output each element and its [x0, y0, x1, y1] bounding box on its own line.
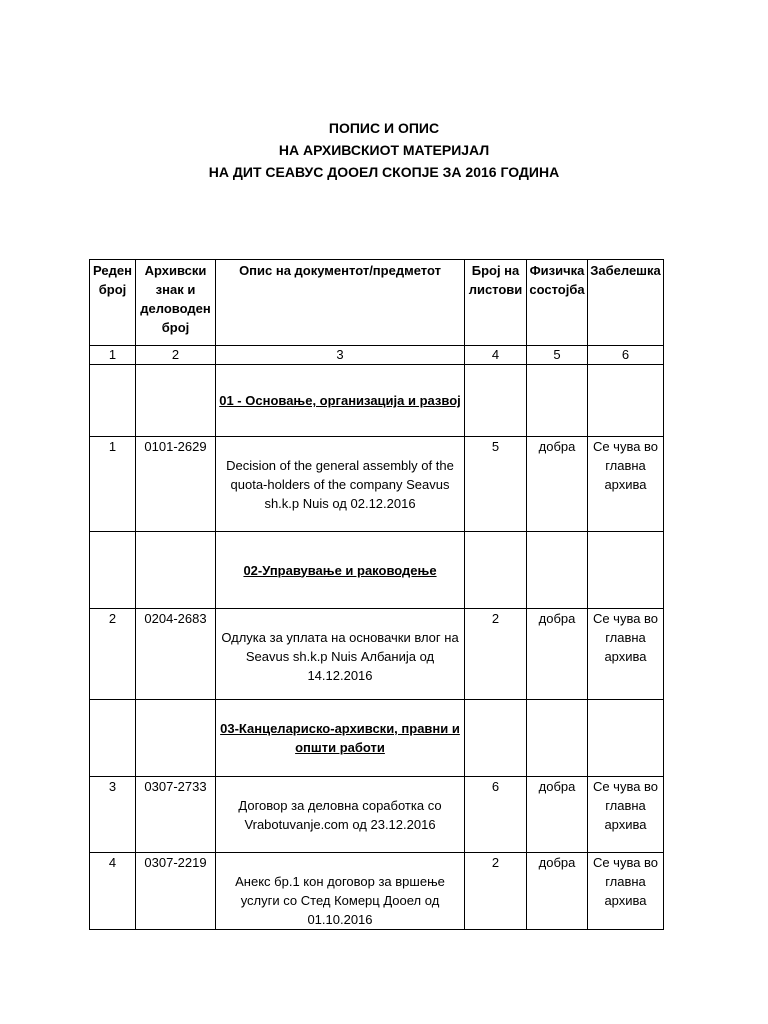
document-description: Договор за деловна соработка со Vrabotuvanje.com од 23.12.2016 [216, 777, 465, 853]
sheet-count: 2 [465, 853, 527, 930]
empty-cell [588, 532, 664, 609]
sheet-count: 5 [465, 437, 527, 532]
column-number: 5 [527, 346, 588, 365]
note: Се чува во главна архива [588, 853, 664, 930]
empty-cell [527, 532, 588, 609]
column-number: 3 [216, 346, 465, 365]
empty-cell [527, 700, 588, 777]
row-number: 1 [90, 437, 136, 532]
empty-cell [465, 365, 527, 437]
section-heading: 03-Канцелариско-архивски, правни и општи работи [216, 700, 465, 777]
table-row [90, 437, 664, 532]
table-row [90, 777, 664, 853]
column-number: 6 [588, 346, 664, 365]
empty-cell [588, 700, 664, 777]
empty-cell [90, 532, 136, 609]
archive-code: 0204-2683 [136, 609, 216, 700]
archive-code: 0307-2733 [136, 777, 216, 853]
row-number: 3 [90, 777, 136, 853]
section-row [90, 532, 664, 609]
header-cell: Опис на документот/предметот [216, 260, 465, 346]
physical-condition: добра [527, 777, 588, 853]
note: Се чува во главна архива [588, 609, 664, 700]
empty-cell [588, 365, 664, 437]
sheet-count: 2 [465, 609, 527, 700]
header-cell: Физичка состојба [527, 260, 588, 346]
note: Се чува во главна архива [588, 777, 664, 853]
archive-code: 0307-2219 [136, 853, 216, 930]
empty-cell [136, 365, 216, 437]
empty-cell [136, 532, 216, 609]
physical-condition: добра [527, 609, 588, 700]
physical-condition: добра [527, 437, 588, 532]
sheet-count: 6 [465, 777, 527, 853]
archive-register-table [89, 259, 664, 930]
empty-cell [527, 365, 588, 437]
empty-cell [90, 700, 136, 777]
row-number: 2 [90, 609, 136, 700]
table-row [90, 609, 664, 700]
header-row [90, 260, 664, 346]
document-description: Decision of the general assembly of the quota-holders of the company Seavus sh.k.p Nuis од 02.12.2016 [216, 437, 465, 532]
physical-condition: добра [527, 853, 588, 930]
column-number: 1 [90, 346, 136, 365]
column-number-row [90, 346, 664, 365]
document-description: Одлука за уплата на основачки влог на Seavus sh.k.p Nuis Албанија од 14.12.2016 [216, 609, 465, 700]
section-heading: 01 - Основање, организација и развој [216, 365, 465, 437]
table-row [90, 853, 664, 930]
header-cell: Број на листови [465, 260, 527, 346]
header-cell: Реден број [90, 260, 136, 346]
header-cell: Забелешка [588, 260, 664, 346]
section-heading: 02-Управување и раководење [216, 532, 465, 609]
column-number: 4 [465, 346, 527, 365]
row-number: 4 [90, 853, 136, 930]
document-description: Анекс бр.1 кон договор за вршење услуги со Стед Комерц Дооел од 01.10.2016 [216, 853, 465, 930]
title-line-1: ПОПИС И ОПИС [328, 120, 440, 136]
section-row [90, 365, 664, 437]
title-line-3: НА ДИТ СЕАВУС ДООЕЛ СКОПЈЕ ЗА 2016 ГОДИНА [208, 164, 560, 180]
empty-cell [465, 532, 527, 609]
empty-cell [136, 700, 216, 777]
header-cell: Архивски знак и деловоден број [136, 260, 216, 346]
document-title [0, 117, 768, 183]
note: Се чува во главна архива [588, 437, 664, 532]
empty-cell [90, 365, 136, 437]
column-number: 2 [136, 346, 216, 365]
title-line-2: НА АРХИВСКИОТ МАТЕРИЈАЛ [278, 142, 490, 158]
empty-cell [465, 700, 527, 777]
archive-code: 0101-2629 [136, 437, 216, 532]
section-row [90, 700, 664, 777]
